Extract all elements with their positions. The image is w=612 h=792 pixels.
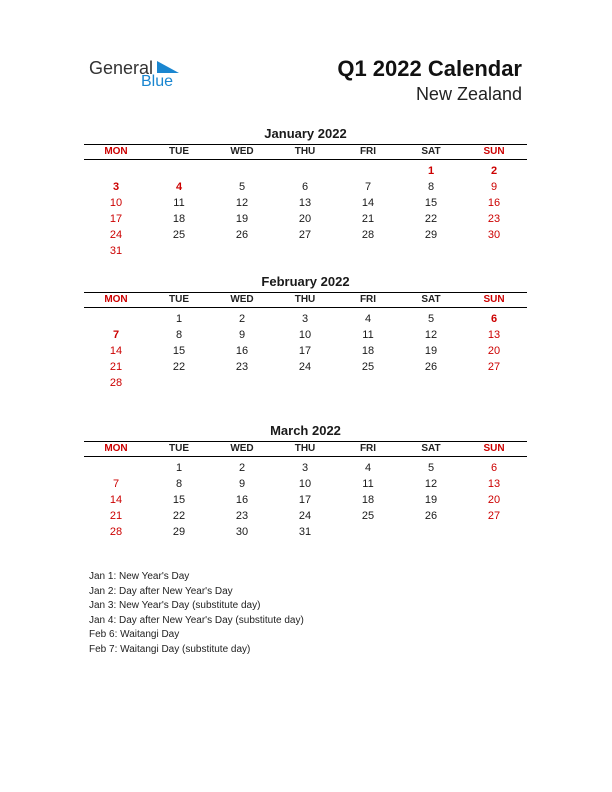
holiday-item: Jan 2: Day after New Year's Day bbox=[89, 585, 233, 597]
day-cell: 24 bbox=[298, 510, 312, 522]
day-cell: 2 bbox=[238, 462, 246, 474]
weekday-label: SAT bbox=[421, 443, 441, 454]
day-cell: 9 bbox=[238, 329, 246, 341]
logo-blue-text: Blue bbox=[141, 73, 174, 90]
day-cell: 9 bbox=[238, 478, 246, 490]
day-cell: 19 bbox=[424, 494, 438, 506]
page-subtitle: New Zealand bbox=[415, 84, 522, 104]
weekday-label: SAT bbox=[421, 146, 441, 157]
weekday-label: THU bbox=[294, 294, 316, 305]
day-cell: 24 bbox=[298, 361, 312, 373]
weekday-label: FRI bbox=[359, 146, 377, 157]
weekday-header bbox=[84, 144, 527, 160]
day-cell: 13 bbox=[298, 197, 312, 209]
day-cell: 26 bbox=[424, 361, 438, 373]
day-cell: 6 bbox=[301, 181, 309, 193]
day-cell: 7 bbox=[112, 478, 120, 490]
day-cell: 11 bbox=[362, 478, 374, 490]
day-cell: 22 bbox=[172, 361, 186, 373]
weekday-label: SUN bbox=[483, 146, 505, 157]
holiday-item: Feb 6: Waitangi Day bbox=[89, 629, 180, 640]
day-cell: 23 bbox=[235, 361, 249, 373]
month-march bbox=[84, 423, 527, 541]
day-cell: 8 bbox=[427, 181, 435, 193]
day-cell: 1 bbox=[175, 313, 183, 325]
day-cell: 12 bbox=[235, 197, 249, 209]
holiday-item: Jan 3: New Year's Day (substitute day) bbox=[89, 600, 261, 611]
holiday-item: Feb 7: Waitangi Day (substitute day) bbox=[89, 643, 251, 655]
day-cell: 15 bbox=[172, 345, 186, 357]
day-cell: 12 bbox=[424, 478, 438, 490]
day-cell: 18 bbox=[361, 345, 375, 357]
day-cell: 22 bbox=[172, 510, 186, 522]
month-title: January 2022 bbox=[264, 126, 347, 141]
day-cell: 26 bbox=[424, 510, 438, 522]
weekday-label: MON bbox=[104, 294, 128, 305]
day-cell: 11 bbox=[173, 197, 185, 209]
day-cell: 15 bbox=[424, 197, 438, 209]
day-cell: 19 bbox=[235, 213, 249, 225]
month-title: February 2022 bbox=[261, 274, 350, 289]
day-cell: 14 bbox=[109, 345, 123, 357]
day-cell: 17 bbox=[298, 494, 312, 506]
day-cell: 13 bbox=[487, 329, 501, 341]
day-cell: 21 bbox=[361, 213, 375, 225]
page-title: Q1 2022 Calendar bbox=[337, 56, 522, 81]
day-cell: 9 bbox=[490, 181, 498, 193]
day-cell: 25 bbox=[361, 361, 375, 373]
day-cell: 24 bbox=[109, 229, 123, 241]
day-cell: 16 bbox=[487, 197, 501, 209]
day-cell: 31 bbox=[298, 526, 312, 538]
day-cell: 26 bbox=[235, 229, 249, 241]
weekday-label: THU bbox=[294, 146, 316, 157]
day-cell: 20 bbox=[298, 213, 312, 225]
day-cell: 11 bbox=[362, 329, 374, 341]
day-cell: 27 bbox=[298, 229, 312, 241]
day-cell: 5 bbox=[427, 462, 435, 474]
weekday-label: WED bbox=[230, 294, 254, 305]
logo-general-text: General bbox=[89, 58, 154, 78]
day-cell: 2 bbox=[238, 313, 246, 325]
day-cell: 8 bbox=[175, 329, 183, 341]
weekday-label: MON bbox=[104, 443, 128, 454]
day-cell: 4 bbox=[364, 462, 372, 474]
day-cell: 1 bbox=[175, 462, 183, 474]
weekday-label: SAT bbox=[421, 294, 441, 305]
day-cell: 21 bbox=[109, 361, 123, 373]
day-cell: 1 bbox=[427, 165, 435, 177]
day-cell: 4 bbox=[364, 313, 372, 325]
day-cell: 6 bbox=[490, 313, 498, 325]
day-cell: 27 bbox=[487, 510, 501, 522]
day-cell: 28 bbox=[361, 229, 375, 241]
holiday-list bbox=[89, 570, 304, 657]
holiday-item: Jan 4: Day after New Year's Day (substitute day) bbox=[89, 614, 304, 626]
day-cell: 21 bbox=[109, 510, 123, 522]
holiday-item: Jan 1: New Year's Day bbox=[89, 571, 190, 582]
weekday-header bbox=[84, 292, 527, 308]
month-january bbox=[84, 126, 527, 260]
weekday-label: TUE bbox=[169, 146, 189, 157]
weekday-label: TUE bbox=[169, 443, 189, 454]
day-cell: 31 bbox=[109, 245, 123, 257]
day-cell: 23 bbox=[235, 510, 249, 522]
day-cell: 3 bbox=[301, 313, 309, 325]
day-cell: 8 bbox=[175, 478, 183, 490]
day-grid bbox=[84, 308, 527, 392]
day-cell: 23 bbox=[487, 213, 501, 225]
day-cell: 10 bbox=[109, 197, 123, 209]
day-cell: 20 bbox=[487, 345, 501, 357]
day-cell: 29 bbox=[424, 229, 438, 241]
day-cell: 28 bbox=[109, 377, 123, 389]
weekday-label: SUN bbox=[483, 443, 505, 454]
weekday-label: MON bbox=[104, 146, 128, 157]
day-cell: 16 bbox=[235, 494, 249, 506]
day-cell: 10 bbox=[298, 329, 312, 341]
day-cell: 7 bbox=[112, 329, 120, 341]
weekday-label: SUN bbox=[483, 294, 505, 305]
day-cell: 18 bbox=[361, 494, 375, 506]
day-cell: 15 bbox=[172, 494, 186, 506]
weekday-label: TUE bbox=[169, 294, 189, 305]
day-cell: 4 bbox=[175, 181, 183, 193]
day-cell: 7 bbox=[364, 181, 372, 193]
day-cell: 19 bbox=[424, 345, 438, 357]
day-cell: 3 bbox=[112, 181, 120, 193]
day-grid bbox=[84, 457, 527, 541]
day-cell: 3 bbox=[301, 462, 309, 474]
day-cell: 30 bbox=[487, 229, 501, 241]
weekday-label: WED bbox=[230, 443, 254, 454]
day-cell: 17 bbox=[298, 345, 312, 357]
month-february bbox=[84, 274, 527, 392]
day-cell: 2 bbox=[490, 165, 498, 177]
weekday-label: FRI bbox=[359, 294, 377, 305]
day-cell: 6 bbox=[490, 462, 498, 474]
day-cell: 5 bbox=[427, 313, 435, 325]
day-cell: 25 bbox=[361, 510, 375, 522]
day-cell: 5 bbox=[238, 181, 246, 193]
logo-triangle-icon bbox=[157, 61, 179, 73]
weekday-label: FRI bbox=[359, 443, 377, 454]
day-cell: 14 bbox=[109, 494, 123, 506]
day-cell: 10 bbox=[298, 478, 312, 490]
day-cell: 25 bbox=[172, 229, 186, 241]
day-cell: 17 bbox=[109, 213, 123, 225]
day-cell: 14 bbox=[361, 197, 375, 209]
month-title: March 2022 bbox=[270, 423, 341, 438]
day-cell: 20 bbox=[487, 494, 501, 506]
weekday-label: THU bbox=[294, 443, 316, 454]
day-cell: 18 bbox=[172, 213, 186, 225]
day-cell: 30 bbox=[235, 526, 249, 538]
day-cell: 27 bbox=[487, 361, 501, 373]
day-cell: 13 bbox=[487, 478, 501, 490]
day-grid bbox=[84, 160, 527, 260]
day-cell: 29 bbox=[172, 526, 186, 538]
logo bbox=[89, 56, 189, 92]
day-cell: 12 bbox=[424, 329, 438, 341]
day-cell: 22 bbox=[424, 213, 438, 225]
day-cell: 28 bbox=[109, 526, 123, 538]
day-cell: 16 bbox=[235, 345, 249, 357]
weekday-label: WED bbox=[230, 146, 254, 157]
weekday-header bbox=[84, 441, 527, 457]
